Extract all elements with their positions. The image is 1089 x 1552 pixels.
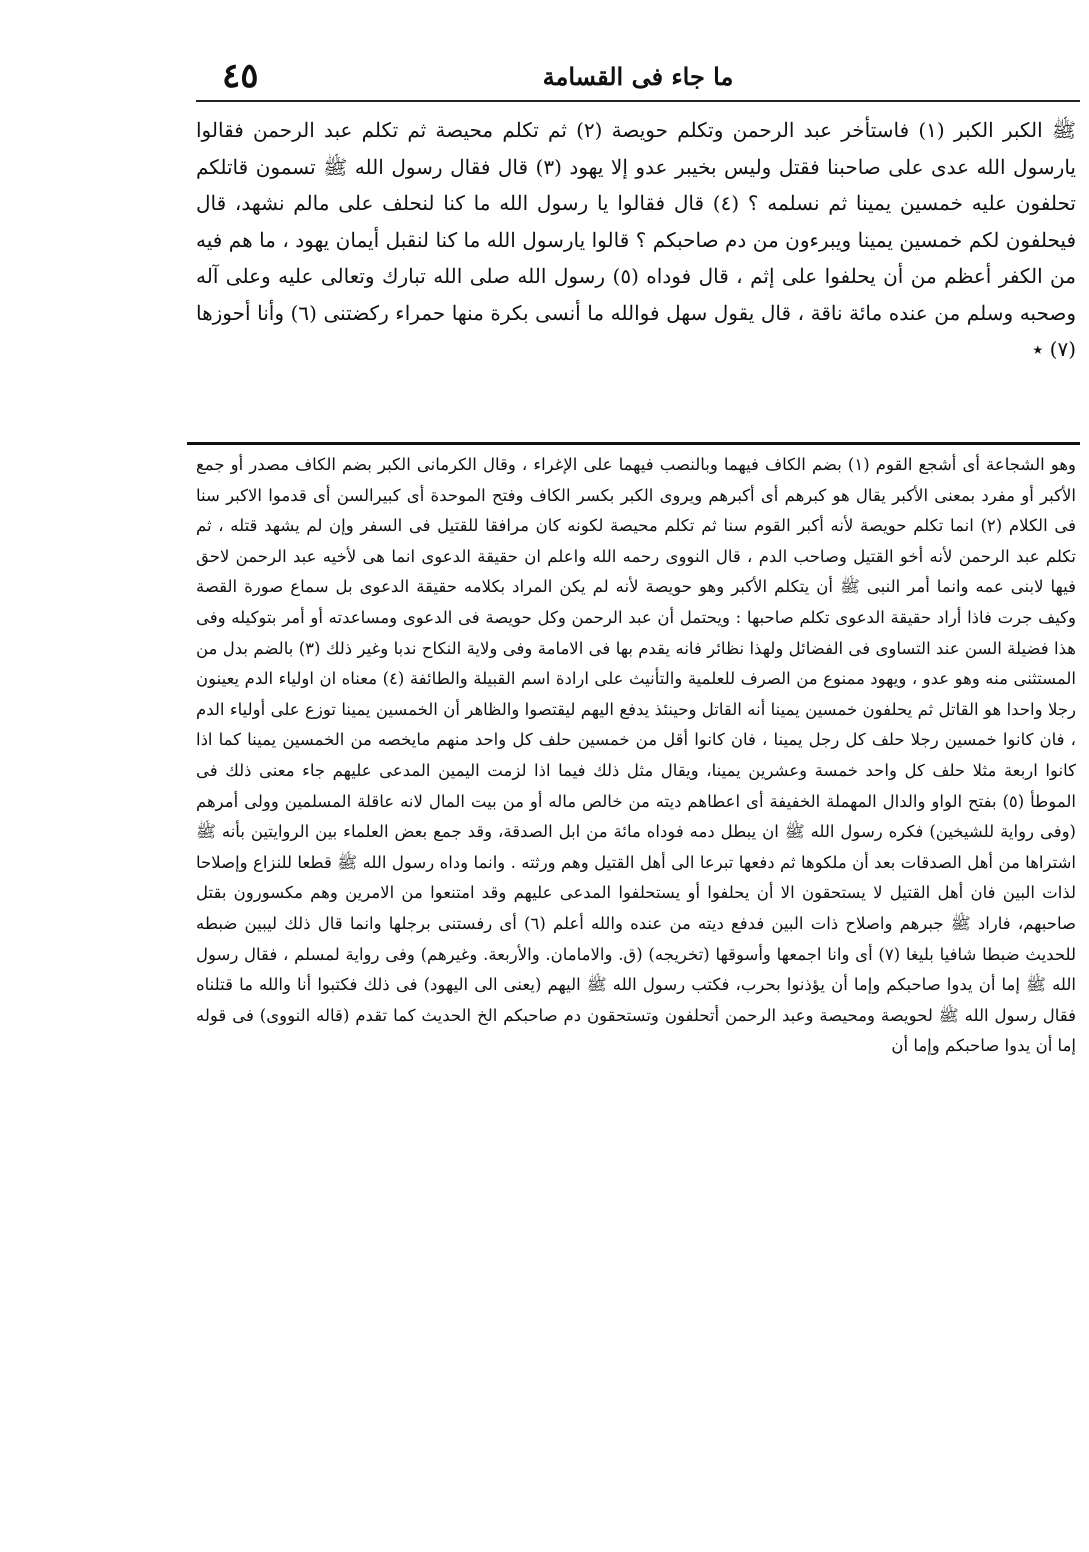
footnotes <box>196 450 1076 1455</box>
page-number: ٤٥ <box>222 56 259 96</box>
footnote-separator <box>187 442 1080 445</box>
running-title: ما جاء فى القسامة <box>542 62 734 91</box>
footnotes-paragraph: وهو الشجاعة أى أشجع القوم (١) بضم الكاف فيهما وبالنصب فيهما على الإغراء ، وقال الكرمانى الكبر بضم الكاف مصدر أو جمع الأكبر أو مفرد بمعنى الأكبر يقال هو كبرهم أى أكبرهم ويروى الكبر بكسر الكاف وفتح الموحدة أى كبيرالسن أى قدموا الاكبر سنا فى الكلام (٢) انما تكلم حويصة لأنه أكبر القوم سنا ثم تكلم محيصة لكونه كان مرافقا للقتيل فى السفر وإن لم يشهد قتله ، ثم تكلم عبد الرحمن لأنه أخو القتيل وصاحب الدم ، قال النووى رحمه الله واعلم ان حقيقة الدعوى انما هى لأخيه عبد الرحمن لاحق فيها لابنى عمه وانما أمر النبى ﷺ أن يتكلم الأكبر وهو حويصة لأنه لم يكن المراد بكلامه حقيقة الدعوى بل سماع صورة القصة وكيف جرت فاذا أراد حقيقة الدعوى تكلم صاحبها : ويحتمل أن عبد الرحمن وكل حويصة فى الدعوى ومساعدته أو أمر بتوكيله وفى هذا فضيلة السن عند التساوى فى الفضائل ولهذا نظائر فانه يقدم بها فى الامامة وفى ولاية النكاح ندبا وغير ذلك (٣) بالضم بدل من المستثنى منه وهو عدو ، ويهود ممنوع من الصرف للعلمية والتأنيث على ارادة اسم القبيلة والطائفة (٤) معناه ان اولياء الدم يعينون رجلا واحدا هو القاتل ثم يحلفون خمسين يمينا أنه القاتل وحينئذ يدفع اليهم ليقتصوا والظاهر أن الخمسين يمينا توزع على أولياء الدم ، فان كانوا خمسين رجلا حلف كل رجل يمينا ، فان كانوا أقل من خمسين حلف كل واحد منهم مايخصه من الخمسين يمينا كما اذا كانوا اربعة مثلا حلف كل واحد خمسة وعشرين يمينا، ويقال مثل ذلك فيما اذا لزمت اليمين المدعى عليهم جاء معنى ذلك فى الموطأ (٥) بفتح الواو والدال المهملة الخفيفة أى اعطاهم ديته من خالص ماله أو من بيت المال لانه عاقلة المسلمين وولى أمرهم (وفى رواية للشيخين) فكره رسول الله ﷺ ان يبطل دمه فوداه مائة من ابل الصدقة، وقد جمع بعض العلماء بين الروايتين بأنه ﷺ اشتراها من أهل الصدقات بعد أن ملكوها ثم دفعها تبرعا الى أهل القتيل وهم ورثته . وانما وداه رسول الله ﷺ قطعا للنزاع وإصلاحا لذات البين فان أهل القتيل لا يستحقون الا أن يحلفوا أو يستحلفوا المدعى عليهم وقد امتنعوا من الامرين وهم مكسورون بقتل صاحبهم، فاراد ﷺ جبرهم واصلاح ذات البين فدفع ديته من عنده والله أعلم (٦) أى رفستنى برجلها وانما قال ذلك ليبين ضبطه للحديث ضبطا شافيا بليغا (٧) أى وانا اجمعها وأسوقها (تخريجه) (ق. والامامان. والأربعة. وغيرهم) وفى رواية لمسلم ، فقال رسول الله ﷺ إما أن يدوا صاحبكم وإما أن يؤذنوا بحرب، فكتب رسول الله ﷺ اليهم (يعنى الى اليهود) فى ذلك فكتبوا أنا والله ما قتلناه فقال رسول الله ﷺ لحويصة ومحيصة وعبد الرحمن أتحلفون وتستحقون دم صاحبكم الخ الحديث كما تقدم (قاله النووى) فى قوله إما أن يدوا صاحبكم وإما أن <box>196 455 1076 1056</box>
page-header <box>196 52 1080 100</box>
main-text <box>196 112 1076 368</box>
header-rule <box>196 100 1080 102</box>
main-paragraph: ﷺ الكبر الكبر (١) فاستأخر عبد الرحمن وتكلم حويصة (٢) ثم تكلم محيصة ثم تكلم عبد الرحمن فقالوا يارسول الله عدى على صاحبنا فقتل وليس بخيبر عدو إلا يهود (٣) قال فقال رسول الله ﷺ تسمون قاتلكم تحلفون عليه خمسين يمينا ثم نسلمه ؟ (٤) قال فقالوا يا رسول الله ما كنا لنحلف على مالم نشهد، قال فيحلفون لكم خمسين يمينا ويبرءون من دم صاحبكم ؟ قالوا يارسول الله ما كنا لنقبل أيمان يهود ، ما هم فيه من الكفر أعظم من أن يحلفوا على إثم ، قال فوداه (٥) رسول الله صلى الله تبارك وتعالى عليه وعلى آله وصحبه وسلم من عنده مائة ناقة ، قال يقول سهل فوالله ما أنسى بكرة منها حمراء ركضتنى (٦) وأنا أحوزها (٧) ٭ <box>196 118 1077 361</box>
